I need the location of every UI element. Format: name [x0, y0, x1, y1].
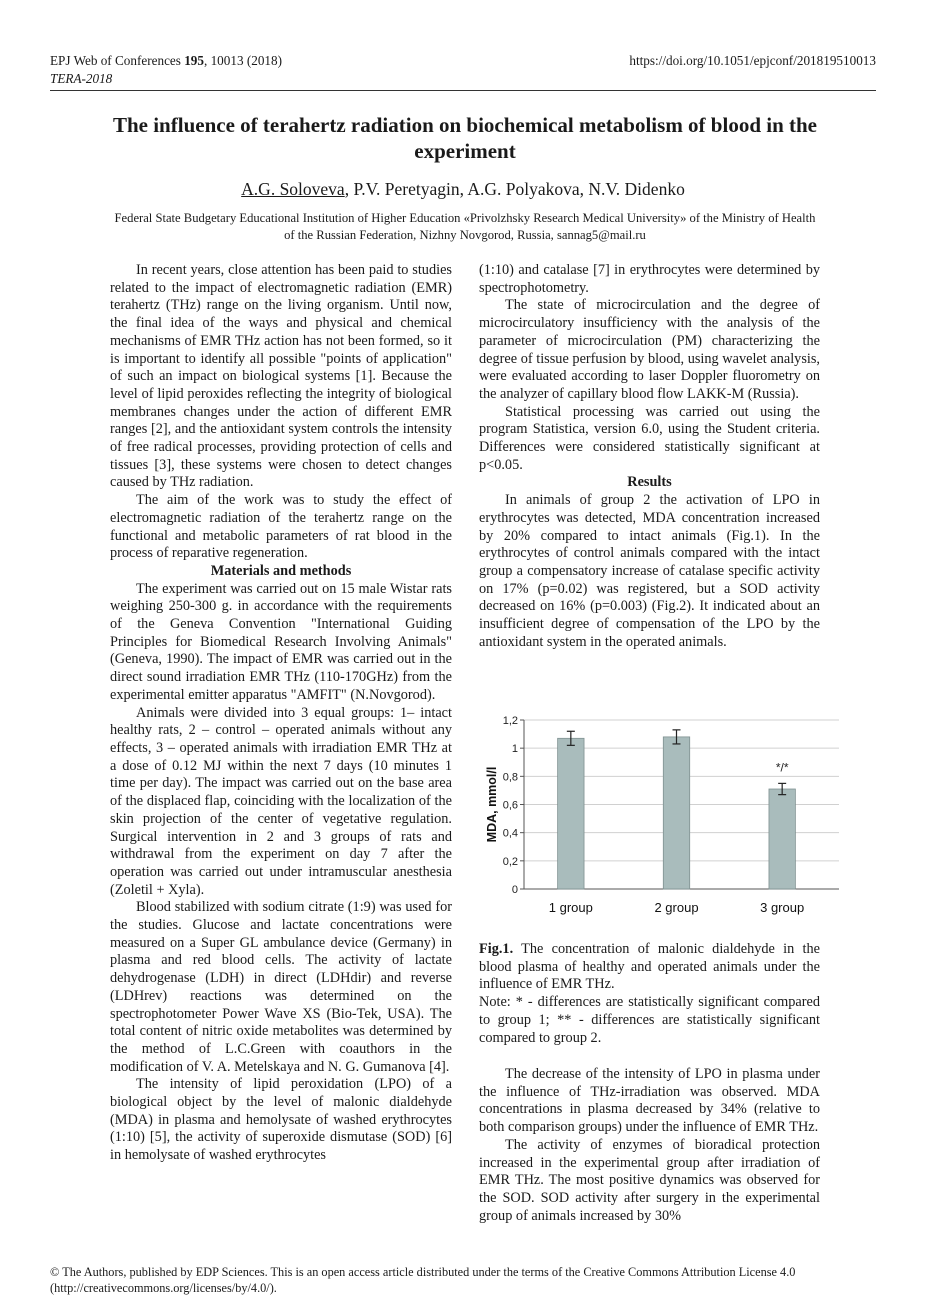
conference-name: TERA-2018 — [50, 71, 113, 86]
paragraph-blood: Blood stabilized with sodium citrate (1:9) was used for the studies. Glucose and lactate concentrations were measured on a Super GL ambulance device (Germany) in plasma and red blood cells. The activity of lactate dehydrogenase (LDH) in direct (LDHdir) and reverse (LDHrev) reactions was determined on the spectrophotometer Power Wave XS (Bio-Tek, USA). The total content of nitric oxide metabolites was determined by the method of L.C.Green with coauthors in the modification of V. A. Metelskaya and N. G. Gumanova [4]. — [110, 899, 452, 1075]
doi-link[interactable]: https://doi.org/10.1051/epjconf/201819510013 — [629, 53, 876, 68]
venue-volume: 195 — [184, 53, 204, 68]
paragraph-results: In animals of group 2 the activation of LPO in erythrocytes was detected, MDA concentration increased by 20% compared to intact animals (Fig.1). In the erythrocytes of control animals compared with the intact group a compensatory increase of catalase specific activity on 17% (p=0.02) was registered, but a SOD activity decreased on 16% (p=0.003) (Fig.2). It indicated about an insufficient degree of compensation of the LPO by the antioxidant system in the operated animals. — [479, 492, 820, 650]
paper-title: The influence of terahertz radiation on biochemical metabolism of blood in the experiment — [112, 113, 818, 163]
venue-name: EPJ Web of Conferences — [50, 53, 185, 68]
paragraph-statistics: Statistical processing was carried out using the program Statistica, version 6.0, using the Student criteria. Differences were considered statistically significant at p<0.05. — [479, 403, 820, 473]
venue-article-number: , 10013 (2018) — [203, 53, 283, 68]
left-column — [110, 262, 452, 1165]
bar-chart — [479, 708, 839, 933]
affiliation: Federal State Budgetary Educational Institution of Higher Education «Privolzhsky Research Medical University» of the Ministry of Health of the Russian Federation, Nizhny Novgorod, Russia, sannag5@mail.ru — [114, 211, 816, 242]
right-column — [479, 262, 820, 651]
paragraph-mda-decrease: The decrease of the intensity of LPO in plasma under the influence of THz-irradiation was observed. MDA concentrations in plasma decreased by 34% (relative to both comparison groups) under the influence of EMR THz. — [479, 1066, 820, 1136]
paragraph-microcirculation: The state of microcirculation and the degree of microcirculatory insufficiency with the analysis of the parameter of microcirculation (PM) characterizing the degree of tissue perfusion by blood, using wavelet analysis, were evaluated according to laser Doppler fluorometry on the analyzer of capillary blood flow LAKK-M (Russia). — [479, 297, 820, 402]
corresponding-author: A.G. Soloveva — [241, 179, 345, 199]
x-tick-label: 2 group — [654, 900, 699, 915]
y-axis-label: MDA, mmol/l — [485, 766, 499, 843]
figure-label: Fig.1. — [479, 941, 514, 957]
journal-citation — [50, 52, 282, 70]
bar — [663, 737, 689, 889]
x-tick-label: 1 group — [548, 900, 593, 915]
figure-1-chart — [479, 708, 839, 933]
paragraph-lpo: The intensity of lipid peroxidation (LPO) of a biological object by the level of malonic dialdehyde (MDA) in plasma and hemolysate of washed erythrocytes (1:10) [5], the activity of superoxide dismutase (SOD) [6] in hemolysate of washed erythrocytes — [110, 1076, 452, 1164]
section-heading-methods: Materials and methods — [210, 562, 352, 579]
paragraph-enzymes: The activity of enzymes of bioradical protection increased in the experimental group after irradiation of EMR THz. The most positive dynamics was observed for the SOD. SOD activity after surgery in the experimental group of animals increased by 30% — [479, 1136, 820, 1224]
y-tick-label: 0,2 — [502, 855, 518, 868]
license-url[interactable]: (http://creativecommons.org/licenses/by/4.0/). — [50, 1281, 277, 1295]
figure-1-caption — [479, 941, 820, 1047]
bar — [558, 738, 584, 889]
paragraph-experiment: The experiment was carried out on 15 male Wistar rats weighing 250-300 g. in accordance with the requirements of the Geneva Convention "International Guiding Principles for Biomedical Research Involving Animals" (Geneva, 1990). The impact of EMR was carried out in the direct sound irradiation EMR THz (110-170GHz) from the experimental emitter apparatus "AMFIT" (N.Novgorod). — [110, 580, 452, 703]
bar — [769, 789, 795, 889]
y-tick-label: 1,2 — [502, 715, 518, 727]
y-tick-label: 0 — [511, 884, 518, 896]
section-heading-results: Results — [627, 474, 672, 491]
figure-caption-text: The concentration of malonic dialdehyde in the blood plasma of healthy and operated animals under the influence of EMR THz. — [479, 941, 820, 993]
right-column-continued — [479, 1066, 820, 1225]
license-text: © The Authors, published by EDP Sciences. This is an open access article distributed under the terms of the Creative Commons Attribution License 4.0 — [50, 1265, 796, 1279]
header-divider — [50, 90, 876, 91]
x-tick-label: 3 group — [760, 900, 805, 915]
y-tick-label: 0,4 — [502, 827, 518, 840]
paragraph-intro: In recent years, close attention has been paid to studies related to the impact of electromagnetic radiation (EMR) terahertz (THz) range on the living organism. Until now, the final idea of the ways and physical and chemical mechanisms of EMR THz action has not been formed, so it is important to identify all possible "points of application" of such an impact on biological systems [1]. Because the level of lipid peroxides reflecting the integrity of biological membranes changes under the action of different EMR ranges [2], and the antioxidant system controls the intensity of free radical processes, providing protection of cells and tissues [3], these systems were chosen to detect changes caused by THz radiation. — [110, 262, 452, 491]
paragraph-catalase: (1:10) and catalase [7] in erythrocytes were determined by spectrophotometry. — [479, 262, 820, 296]
license-footer — [50, 1264, 876, 1296]
significance-label: */* — [775, 760, 789, 775]
paragraph-groups: Animals were divided into 3 equal groups: 1– intact healthy rats, 2 – control – operated animals without any effects, 3 – operated animals with irradiation EMR THz at a dose of 0.12 MJ within the next 7 days (10 minutes 1 time per day). The impact was carried out on the base area of the displaced flap, coinciding with the localization of the skin projection of the center of vegetative regulation. Surgical intervention in 2 and 3 groups of rats and withdrawal from the experiment on day 7 after the operation was carried out under intramuscular anesthesia (Zoletil + Xyla). — [110, 704, 452, 898]
y-tick-label: 0,6 — [502, 799, 518, 812]
paragraph-aim: The aim of the work was to study the effect of electromagnetic radiation of the terahertz range on the functional and metabolic parameters of rat blood in the process of reparative regeneration. — [110, 492, 452, 562]
figure-note: Note: * - differences are statistically significant compared to group 1; ** - differences are statistically significant compared to group 2. — [479, 994, 820, 1046]
y-tick-label: 1 — [511, 743, 518, 756]
coauthors: , P.V. Peretyagin, A.G. Polyakova, N.V. Didenko — [344, 179, 685, 199]
author-list — [50, 179, 876, 200]
y-tick-label: 0,8 — [502, 771, 518, 784]
